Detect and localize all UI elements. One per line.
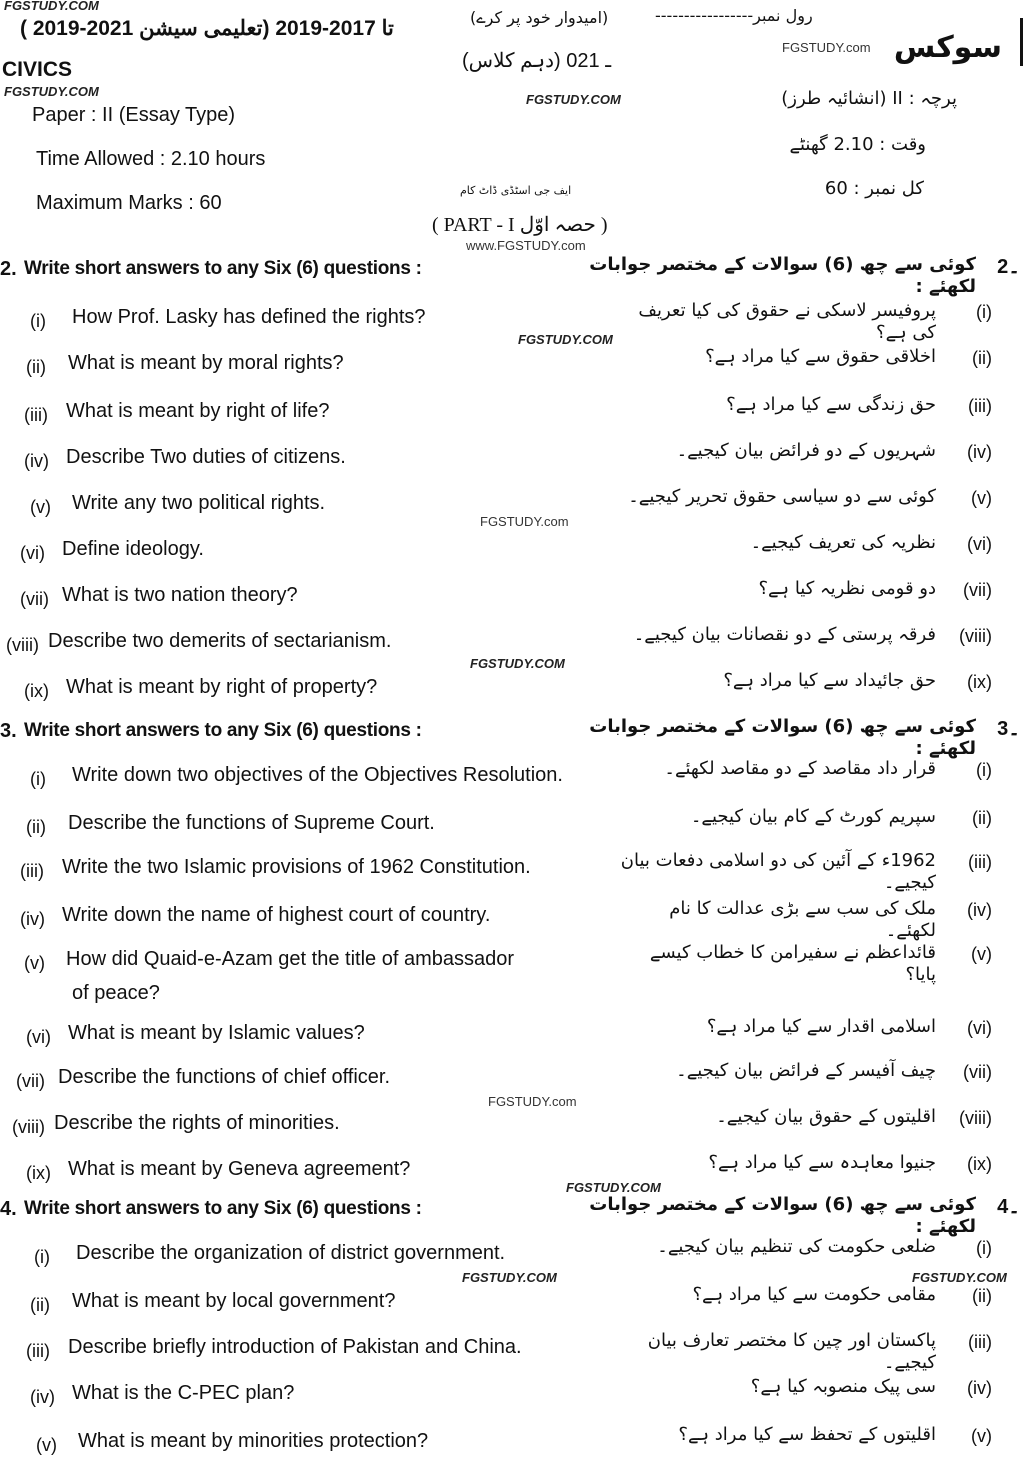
item-text-ur: سی پیک منصوبہ کیا ہے؟ <box>750 1376 936 1397</box>
list-item <box>0 1016 1032 1062</box>
item-number-ur: (iv) <box>967 1378 992 1398</box>
item-number-ur: (iii) <box>968 852 992 872</box>
item-number-ur: (v) <box>971 944 992 964</box>
item-number-ur: (ii) <box>972 808 992 828</box>
item-text-ur: حق جائیداد سے کیا مراد ہے؟ <box>723 670 936 691</box>
item-number-en: (ii) <box>26 357 46 377</box>
watermark: FGSTUDY.COM <box>518 332 613 347</box>
question-number-en: 2. <box>0 258 17 280</box>
question-instruction-ur: کوئی سے چھ (6) سوالات کے مختصر جوابات لکھئے : <box>589 716 976 759</box>
item-text-en: What is the C-PEC plan? <box>72 1382 295 1404</box>
item-text-en: What is meant by moral rights? <box>68 352 344 374</box>
item-text-en: Describe the rights of minorities. <box>54 1112 340 1134</box>
item-text-en: Write any two political rights. <box>72 492 326 514</box>
item-text-ur: شہریوں کے دو فرائض بیان کیجیے۔ <box>676 440 936 461</box>
item-text-en: Write down the name of highest court of country. <box>62 904 491 926</box>
item-number-en: (iv) <box>24 451 49 471</box>
item-text-en: What is meant by Geneva agreement? <box>68 1158 411 1180</box>
watermark: FGSTUDY.com <box>782 40 871 55</box>
item-text-en: Describe the functions of chief officer. <box>58 1066 391 1088</box>
item-text-en: How did Quaid-e-Azam get the title of ambassador <box>66 948 514 970</box>
item-text-ur: سپریم کورٹ کے کام بیان کیجیے۔ <box>690 806 936 827</box>
item-text-en: What is meant by Islamic values? <box>68 1022 365 1044</box>
subject-code: (دہم کلاس) ـ 021 <box>462 50 612 72</box>
item-number-en: (ix) <box>24 681 49 701</box>
item-number-ur: (ii) <box>972 348 992 368</box>
item-number-en: (i) <box>34 1247 50 1267</box>
list-item <box>0 1152 1032 1198</box>
item-text-ur: ملک کی سب سے بڑی عدالت کا نام لکھئے۔ <box>669 898 936 941</box>
list-item <box>0 346 1032 392</box>
list-item <box>0 1060 1032 1106</box>
item-number-en: (viii) <box>12 1117 45 1137</box>
item-text-en: How Prof. Lasky has defined the rights? <box>72 306 426 328</box>
watermark: FGSTUDY.COM <box>4 84 99 99</box>
item-text-ur: نظریہ کی تعریف کیجیے۔ <box>750 532 936 553</box>
max-marks-ur: کل نمبر : 60 <box>824 178 924 199</box>
item-number-en: (v) <box>24 953 45 973</box>
item-text-ur: اقلیتوں کے تحفظ سے کیا مراد ہے؟ <box>678 1424 936 1445</box>
list-item <box>0 670 1032 716</box>
subject-title-ur: سوکس <box>893 30 1002 65</box>
watermark: FGSTUDY.COM <box>470 656 565 671</box>
item-text-en: Describe the organization of district government. <box>76 1242 506 1264</box>
list-item <box>0 300 1032 346</box>
time-allowed-ur: وقت : 2.10 گھنٹے <box>789 134 926 155</box>
item-number-ur: (vii) <box>963 580 992 600</box>
item-number-en: (iii) <box>20 861 44 881</box>
list-item <box>0 440 1032 486</box>
list-item <box>0 898 1032 944</box>
item-text-en: Write the two Islamic provisions of 1962 Constitution. <box>62 856 531 878</box>
question-instruction-ur: کوئی سے چھ (6) سوالات کے مختصر جوابات لکھئے : <box>589 1194 976 1237</box>
paper-en: Paper : II (Essay Type) <box>32 104 236 126</box>
item-number-en: (iv) <box>20 909 45 929</box>
watermark: www.FGSTUDY.com <box>466 238 586 253</box>
item-text-en: What is meant by right of property? <box>66 676 378 698</box>
item-number-en: (iii) <box>24 405 48 425</box>
question-instruction-ur: کوئی سے چھ (6) سوالات کے مختصر جوابات لکھئے : <box>589 254 976 297</box>
margin-line <box>1020 18 1023 66</box>
list-item <box>0 394 1032 440</box>
watermark: ایف جی اسٹڈی ڈاٹ کام <box>460 184 572 197</box>
watermark: FGSTUDY.COM <box>4 0 99 13</box>
item-text-ur: ضلعی حکومت کی تنظیم بیان کیجیے۔ <box>657 1236 936 1257</box>
question-number-en: 3. <box>0 720 17 742</box>
item-number-en: (iii) <box>26 1341 50 1361</box>
item-number-en: (ii) <box>26 817 46 837</box>
subject-title-en: CIVICS <box>2 58 73 81</box>
question-instruction-en: Write short answers to any Six (6) questions : <box>24 1198 422 1219</box>
item-number-en: (i) <box>30 769 46 789</box>
item-text-ur: جنیوا معاہدہ سے کیا مراد ہے؟ <box>708 1152 936 1173</box>
item-text-en: Write down two objectives of the Objectives Resolution. <box>72 764 563 786</box>
item-text-en: What is meant by local government? <box>72 1290 396 1312</box>
question-number-en: 4. <box>0 1198 17 1220</box>
list-item <box>0 1236 1032 1282</box>
list-item <box>0 806 1032 852</box>
watermark: FGSTUDY.COM <box>566 1180 661 1195</box>
item-number-en: (iv) <box>30 1387 55 1407</box>
item-text-ur: اخلاقی حقوق سے کیا مراد ہے؟ <box>705 346 936 367</box>
item-number-en: (ix) <box>26 1163 51 1183</box>
question-number-ur: 3۔ <box>997 718 1020 740</box>
item-number-ur: (i) <box>976 302 992 322</box>
item-number-ur: (ii) <box>972 1286 992 1306</box>
item-number-en: (v) <box>30 497 51 517</box>
item-text-en: Describe Two duties of citizens. <box>66 446 346 468</box>
item-text-ur: اسلامی اقدار سے کیا مراد ہے؟ <box>706 1016 936 1037</box>
list-item <box>0 850 1032 896</box>
list-item <box>0 486 1032 532</box>
item-text-ur: حق زندگی سے کیا مراد ہے؟ <box>726 394 936 415</box>
item-text-ur: دو قومی نظریہ کیا ہے؟ <box>758 578 936 599</box>
question-instruction-en: Write short answers to any Six (6) questions : <box>24 720 422 741</box>
item-text-ur: چیف آفیسر کے فرائض بیان کیجیے۔ <box>676 1060 936 1081</box>
item-text-ur: قرار داد مقاصد کے دو مقاصد لکھئے۔ <box>664 758 936 779</box>
item-text-en: Describe two demerits of sectarianism. <box>48 630 392 652</box>
item-number-ur: (ix) <box>967 1154 992 1174</box>
list-item <box>0 624 1032 670</box>
list-item <box>0 1106 1032 1152</box>
candidate-note: (امیدوار خود پر کرے) <box>470 8 609 27</box>
item-number-en: (vi) <box>20 543 45 563</box>
question-number-ur: 4۔ <box>997 1196 1020 1218</box>
item-number-en: (vii) <box>16 1071 45 1091</box>
item-text-en: Describe briefly introduction of Pakistan and China. <box>68 1336 522 1358</box>
watermark: FGSTUDY.com <box>488 1094 577 1109</box>
roll-number-field: رول نمبر----------------- <box>655 6 813 25</box>
item-text-en: What is meant by minorities protection? <box>78 1430 429 1452</box>
item-text-ur: اقلیتوں کے حقوق بیان کیجیے۔ <box>716 1106 936 1127</box>
part-label: ( PART - I حصہ اوّل ) <box>432 214 608 236</box>
item-number-ur: (iii) <box>968 396 992 416</box>
session-years: ( 2019-2021 تا 2017-2019 (تعلیمی سیشن <box>20 17 394 40</box>
item-number-ur: (iii) <box>968 1332 992 1352</box>
item-number-ur: (ix) <box>967 672 992 692</box>
item-number-ur: (v) <box>971 1426 992 1446</box>
item-text-ur: فرقہ پرستی کے دو نقصانات بیان کیجیے۔ <box>633 624 936 645</box>
item-number-ur: (vi) <box>967 1018 992 1038</box>
watermark: FGSTUDY.com <box>480 514 569 529</box>
item-number-en: (vi) <box>26 1027 51 1047</box>
list-item <box>0 1284 1032 1330</box>
item-text-en: Define ideology. <box>62 538 204 560</box>
item-number-en: (ii) <box>30 1295 50 1315</box>
list-item <box>0 532 1032 578</box>
list-item <box>0 1330 1032 1376</box>
item-number-ur: (viii) <box>959 1108 992 1128</box>
item-text-en: What is meant by right of life? <box>66 400 330 422</box>
item-text-en: What is two nation theory? <box>62 584 298 606</box>
max-marks-en: Maximum Marks : 60 <box>36 192 222 214</box>
list-item <box>0 758 1032 804</box>
item-text-ur: قائداعظم نے سفیرامن کا خطاب کیسے پایا؟ <box>649 942 936 985</box>
item-number-en: (viii) <box>6 635 39 655</box>
item-number-ur: (vi) <box>967 534 992 554</box>
list-item <box>0 1424 1032 1460</box>
item-text-ur: پاکستان اور چین کا مختصر تعارف بیان کیجیے۔ <box>647 1330 936 1373</box>
item-text-ur: 1962ء کے آئین کی دو اسلامی دفعات بیان کیجیے۔ <box>620 850 936 893</box>
watermark: FGSTUDY.COM <box>912 1270 1007 1285</box>
item-text-en-continued: of peace? <box>72 982 160 1004</box>
item-number-en: (i) <box>30 311 46 331</box>
question-number-ur: 2۔ <box>997 256 1020 278</box>
item-number-ur: (iv) <box>967 900 992 920</box>
time-allowed-en: Time Allowed : 2.10 hours <box>36 148 266 170</box>
item-number-en: (vii) <box>20 589 49 609</box>
item-number-en: (v) <box>36 1435 57 1455</box>
item-number-ur: (vii) <box>963 1062 992 1082</box>
item-text-ur: مقامی حکومت سے کیا مراد ہے؟ <box>692 1284 936 1305</box>
item-number-ur: (v) <box>971 488 992 508</box>
item-number-ur: (viii) <box>959 626 992 646</box>
list-item <box>0 578 1032 624</box>
list-item <box>0 942 1032 1004</box>
item-number-ur: (iv) <box>967 442 992 462</box>
watermark: FGSTUDY.COM <box>526 92 621 107</box>
watermark: FGSTUDY.COM <box>462 1270 557 1285</box>
item-number-ur: (i) <box>976 760 992 780</box>
list-item <box>0 1376 1032 1422</box>
item-text-en: Describe the functions of Supreme Court. <box>68 812 435 834</box>
paper-ur: پرچہ : II (انشائیہ طرز) <box>781 88 957 109</box>
item-number-ur: (i) <box>976 1238 992 1258</box>
item-text-ur: کوئی سے دو سیاسی حقوق تحریر کیجیے۔ <box>628 486 936 507</box>
question-instruction-en: Write short answers to any Six (6) questions : <box>24 258 422 279</box>
item-text-ur: پروفیسر لاسکی نے حقوق کی کیا تعریف کی ہے؟ <box>638 300 936 343</box>
